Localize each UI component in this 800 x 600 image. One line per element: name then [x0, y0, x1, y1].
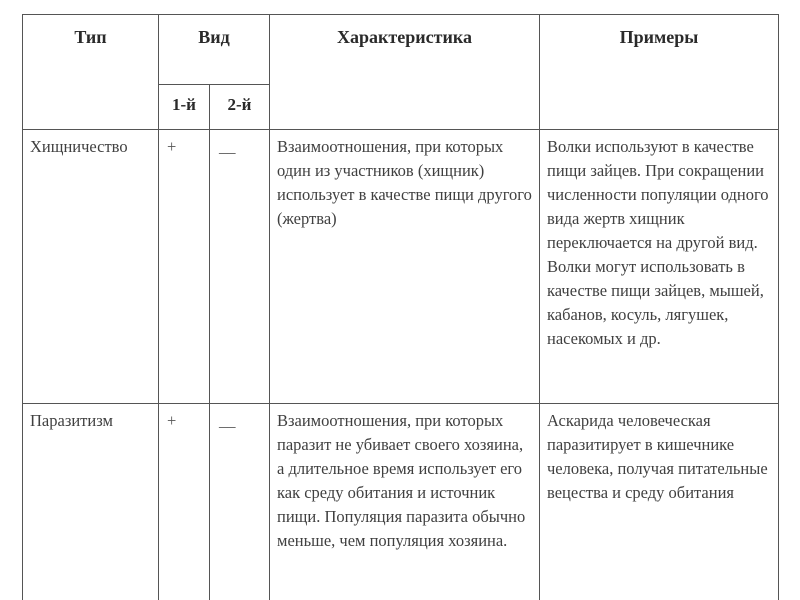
header-kind-second: 2-й [227, 95, 252, 114]
row-type-cell [23, 404, 159, 600]
row-characteristic-cell [270, 404, 540, 600]
row-examples: Волки используют в качестве пищи зайцев. При сокращении численности популяции одного вида жертв хищник переключается на другой вид. Волки могут использовать в качестве пищи зайцев, мышей, кабанов, косуль, лягушек, насекомых и др. [547, 137, 769, 348]
header-characteristic: Характеристика [337, 27, 472, 47]
header-kind: Вид [198, 27, 230, 47]
row-first-cell [159, 404, 210, 600]
row-type: Хищничество [30, 137, 128, 156]
header-type-cell [23, 15, 159, 130]
row-second-mark: __ [219, 411, 236, 430]
header-kind-second-cell [210, 85, 270, 130]
row-second-mark: __ [219, 137, 236, 156]
interactions-table [22, 14, 779, 600]
table-row [23, 130, 779, 404]
header-kind-first: 1-й [172, 95, 196, 114]
row-characteristic: Взаимоотношения, при которых один из участников (хищник) использует в качестве пищи другого (жертва) [277, 137, 532, 228]
row-examples-cell [540, 404, 779, 600]
header-row [23, 15, 779, 85]
header-examples-cell [540, 15, 779, 130]
row-examples-cell [540, 130, 779, 404]
row-type-cell [23, 130, 159, 404]
header-kind-first-cell [159, 85, 210, 130]
row-first-mark: + [167, 411, 177, 430]
header-examples: Примеры [619, 27, 699, 47]
row-characteristic: Взаимоотношения, при которых паразит не убивает своего хозяина, а длительное время использует его как среду обитания и источник пищи. Популяция паразита обычно меньше, чем популяция хозяина. [277, 411, 526, 550]
row-type: Паразитизм [30, 411, 113, 430]
header-characteristic-cell [270, 15, 540, 130]
row-examples: Аскарида человеческая паразитирует в кишечнике человека, получая питательные вецества и среду обитания [547, 411, 768, 502]
row-first-mark: + [167, 137, 177, 156]
row-second-cell [210, 404, 270, 600]
table-row [23, 404, 779, 600]
row-second-cell [210, 130, 270, 404]
header-kind-cell [159, 15, 270, 85]
header-type: Тип [74, 27, 107, 47]
row-characteristic-cell [270, 130, 540, 404]
row-first-cell [159, 130, 210, 404]
